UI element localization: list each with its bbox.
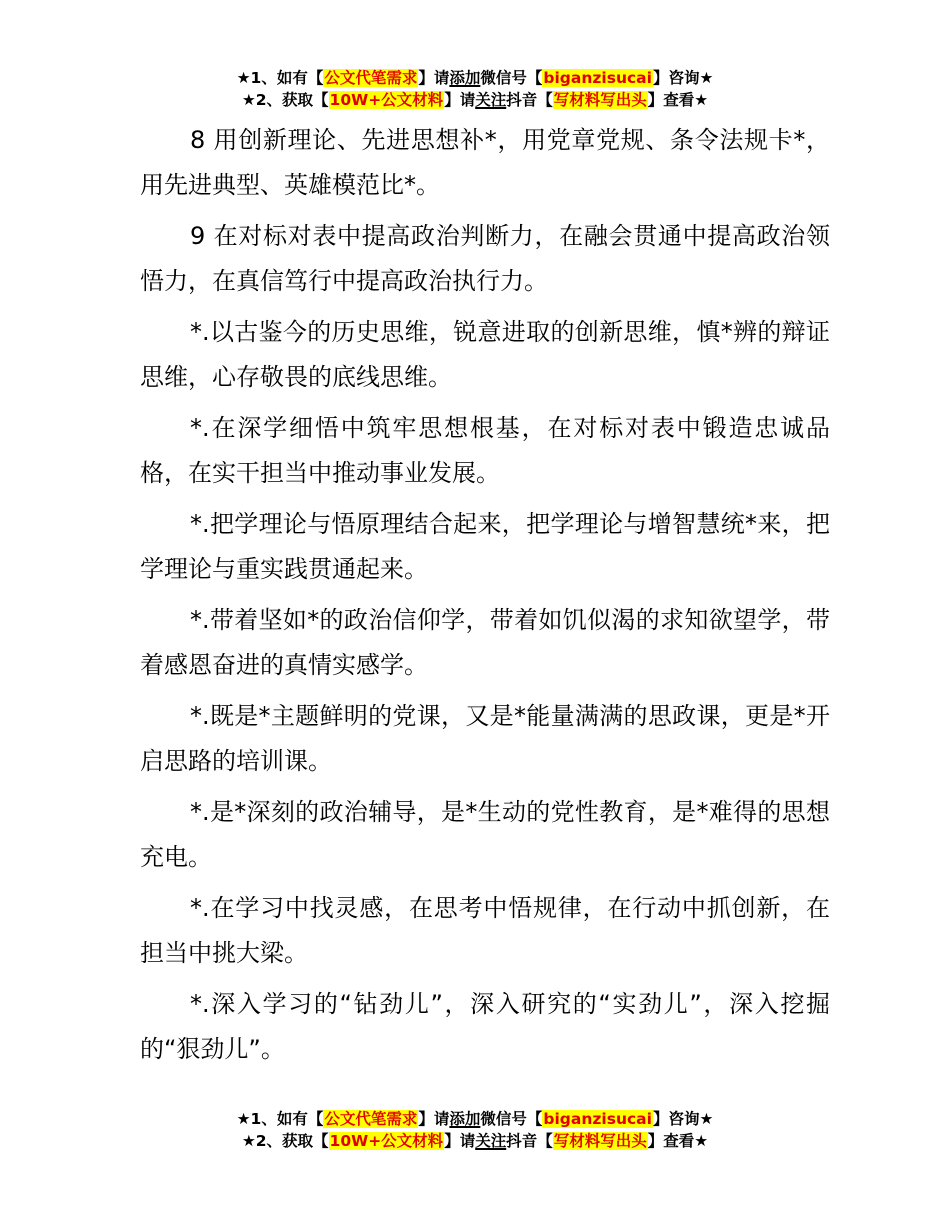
paragraph: 8 用创新理论、先进思想补*，用党章党规、条令法规卡*，用先进典型、英雄模范比*。 <box>140 126 830 199</box>
materials-highlight: 10W+公文材料 <box>329 91 444 109</box>
follow-underlined: 关注 <box>475 1132 507 1150</box>
paragraph: *.以古鉴今的历史思维，锐意进取的创新思维，慎*辨的辩证思维，心存敬畏的底线思维。 <box>140 318 830 391</box>
follow-underlined: 关注 <box>475 91 507 109</box>
promo-line-2: ★2、获取【10W+公文材料】请关注抖音【写材料写出头】查看★ <box>241 1132 709 1150</box>
add-underlined: 添加 <box>449 1110 481 1128</box>
paragraph: *.是*深刻的政治辅导，是*生动的党性教育，是*难得的思想充电。 <box>140 798 830 871</box>
promo-line-1: ★1、如有【公文代笔需求】请添加微信号【biganzisucai】咨询★ <box>236 69 714 87</box>
douyin-id-highlight: 写材料写出头 <box>553 91 647 109</box>
service-highlight: 公文代笔需求 <box>324 69 418 87</box>
footer-promo-banner <box>0 1108 950 1152</box>
douyin-id-highlight: 写材料写出头 <box>553 1132 647 1150</box>
materials-highlight: 10W+公文材料 <box>329 1132 444 1150</box>
add-underlined: 添加 <box>449 69 481 87</box>
wechat-id-highlight: biganzisucai <box>543 69 652 87</box>
paragraph: *.在学习中找灵感，在思考中悟规律，在行动中抓创新，在担当中挑大梁。 <box>140 894 830 967</box>
wechat-id-highlight: biganzisucai <box>543 1110 652 1128</box>
paragraph: *.既是*主题鲜明的党课，又是*能量满满的思政课，更是*开启思路的培训课。 <box>140 702 830 775</box>
paragraph: *.带着坚如*的政治信仰学，带着如饥似渴的求知欲望学，带着感恩奋进的真情实感学。 <box>140 606 830 679</box>
header-promo-banner <box>0 67 950 111</box>
service-highlight: 公文代笔需求 <box>324 1110 418 1128</box>
paragraph: 9 在对标对表中提高政治判断力，在融会贯通中提高政治领悟力，在真信笃行中提高政治执行力。 <box>140 222 830 295</box>
promo-line-2: ★2、获取【10W+公文材料】请关注抖音【写材料写出头】查看★ <box>241 91 709 109</box>
paragraph: *.深入学习的“钻劲儿”，深入研究的“实劲儿”，深入挖掘的“狠劲儿”。 <box>140 990 830 1063</box>
document-body <box>140 118 830 1078</box>
paragraph: *.把学理论与悟原理结合起来，把学理论与增智慧统*来，把学理论与重实践贯通起来。 <box>140 510 830 583</box>
paragraph: *.在深学细悟中筑牢思想根基，在对标对表中锻造忠诚品格，在实干担当中推动事业发展。 <box>140 414 830 487</box>
promo-line-1: ★1、如有【公文代笔需求】请添加微信号【biganzisucai】咨询★ <box>236 1110 714 1128</box>
